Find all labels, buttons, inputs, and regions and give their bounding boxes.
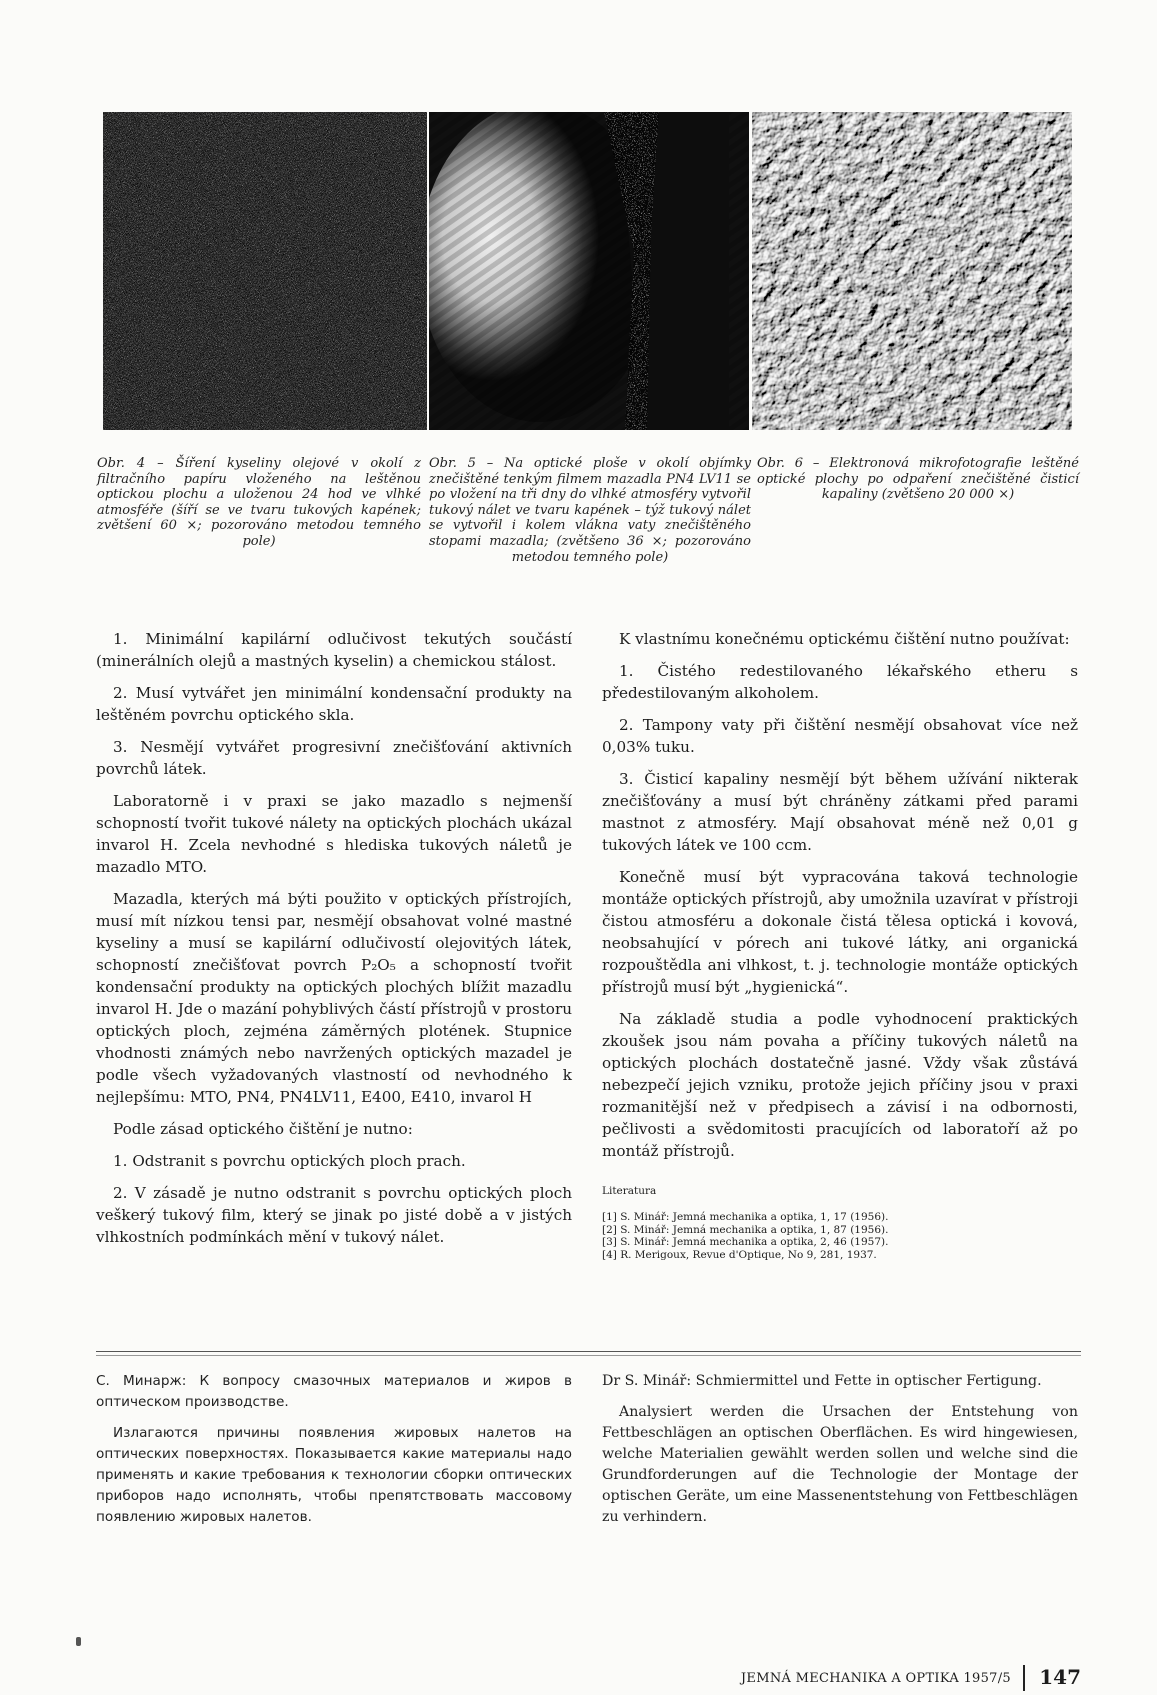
- paragraph: 2. Musí vytvářet jen minimální kondensační produkty na leštěném povrchu optického skla.: [96, 684, 572, 724]
- references-list: [602, 1211, 1078, 1261]
- paragraph: K vlastnímu konečnému optickému čištění nutno používat:: [619, 630, 1070, 648]
- reference-item: [1] S. Minář: Jemná mechanika a optika, 1, 17 (1956).: [602, 1211, 889, 1223]
- paragraph: Laboratorně i v praxi se jako mazadlo s nejmenší schopností tvořit tukové nálety na optických plochách ukázal invarol H. Zcela nevhodné s hlediska tukových náletů je mazadlo MTO.: [96, 792, 572, 876]
- paragraph: 3. Čisticí kapaliny nesmějí být během užívání nikterak znečišťovány a musí být chráněny zátkami před parami mastnot z atmosféry. Mají obsahovat méně než 0,01 g tukových látek ve 100 ccm.: [602, 770, 1078, 854]
- abstract-russian: [96, 1371, 572, 1538]
- paragraph: 3. Nesmějí vytvářet progresivní znečišťování aktivních povrchů látek.: [96, 738, 572, 778]
- page-number: 147: [1039, 1665, 1081, 1689]
- paragraph: Na základě studia a podle vyhodnocení praktických zkoušek jsou nám povaha a příčiny tukových náletů na optických plochách dostatečně jasné. Vždy však zůstává nebezpečí jejich vzniku, protože jejich příčiny jsou v praxi rozmanitější než v předpisech a závisí i na odbornosti, pečlivosti a svědomitosti pracujících od laboratoří až po montáž přístrojů.: [602, 1010, 1078, 1160]
- footer-divider: [1023, 1665, 1025, 1691]
- print-speck: [76, 1637, 81, 1646]
- references: [602, 1180, 1078, 1261]
- reference-item: [3] S. Minář: Jemná mechanika a optika, 2, 46 (1957).: [602, 1236, 889, 1248]
- right-column: [602, 628, 1078, 1261]
- abstract-heading: Dr S. Minář: Schmiermittel und Fette in optischer Fertigung.: [602, 1373, 1042, 1389]
- paragraph: 1. Čistého redestilovaného lékařského etheru s předestilovaným alkoholem.: [602, 662, 1078, 702]
- reference-item: [4] R. Merigoux, Revue d'Optique, No 9, 281, 1937.: [602, 1248, 877, 1261]
- left-column: [96, 628, 572, 1258]
- abstract-german: [602, 1371, 1078, 1538]
- page-footer: [735, 1665, 1081, 1691]
- references-title: Literatura: [602, 1185, 657, 1197]
- figure-4-caption: Obr. 4 – Šíření kyseliny olejové v okolí z filtračního papíru vloženého na leštěnou optickou plochu a uloženou 24 hod ve vlhké atmosféře (šíří se ve tvaru tukových kapének; zvětšení 60 ×; pozorováno metodou temného pole): [97, 456, 421, 549]
- abstract-heading: С. Минарж: К вопросу смазочных материалов и жиров в оптическом производстве.: [96, 1373, 572, 1410]
- reference-item: [2] S. Minář: Jemná mechanika a optika, 1, 87 (1956).: [602, 1223, 889, 1236]
- figure-6-caption: Obr. 6 – Elektronová mikrofotografie leštěné optické plochy po odpaření znečištěné čisticí kapaliny (zvětšeno 20 000 ×): [757, 456, 1079, 503]
- abstract-body: Analysiert werden die Ursachen der Entstehung von Fettbeschlägen an optischen Oberflächen. Es wird hingewiesen, welche Materialien gewählt werden sollen und welche sind die Grundforderungen auf die Technologie der Montage der optischen Geräte, um eine Massenentstehung von Fettbeschlägen zu verhindern.: [602, 1404, 1078, 1525]
- paragraph: 1. Odstranit s povrchu optických ploch prach.: [113, 1152, 466, 1170]
- paragraph: Konečně musí být vypracována taková technologie montáže optických přístrojů, aby umožnila uzavírat v přístroji čistou atmosféru a dokonale čistá tělesa optická i kovová, neobsahující v pórech ani tukové látky, ani organická rozpouštědla ani vlhkost, t. j. technologie montáže optických přístrojů musí být „hygienická“.: [602, 868, 1078, 996]
- figure-6-image: [752, 112, 1072, 430]
- figure-4-image: [103, 112, 427, 430]
- paragraph: Podle zásad optického čištění je nutno:: [113, 1120, 413, 1138]
- abstract-body: Излагаются причины появления жировых налетов на оптических поверхностях. Показывается какие материалы надо применять и какие требования к технологии сборки оптических приборов надо исполнять, чтобы препятствовать массовому появлению жировых налетов.: [96, 1425, 572, 1525]
- divider: [96, 1351, 1081, 1352]
- journal-name: JEMNÁ MECHANIKA A OPTIKA 1957/5: [740, 1671, 1011, 1686]
- paragraph: Mazadla, kterých má býti použito v optických přístrojích, musí mít nízkou tensi par, nesmějí obsahovat volné mastné kyseliny a musí se kapilární odlučivostí olejovitých látek, schopností znečišťovat povrch P₂O₅ a schopností tvořit kondensační produkty na optických plochých blížit mazadlu invarol H. Jde o mazání pohyblivých částí přístrojů v prostoru optických ploch, zejména záměrných plotének. Stupnice vhodnosti známých nebo navržených optických mazadel je podle všech vyžadovaných vlastností od nevhodného k nejlepšímu: MTO, PN4, PN4LV11, E400, E410, invarol H: [96, 890, 572, 1106]
- figure-5-image: [429, 112, 749, 430]
- paragraph: 2. Tampony vaty při čištění nesmějí obsahovat více než 0,03% tuku.: [602, 716, 1078, 756]
- figure-5-caption: Obr. 5 – Na optické ploše v okolí objímky znečištěné tenkým filmem mazadla PN4 LV11 se po vložení na tři dny do vlhké atmosféry vytvořil tukový nálet ve tvaru kapének – týž tukový nálet se vytvořil i kolem vlákna vaty znečištěného stopami mazadla; (zvětšeno 36 ×; pozorováno metodou temného pole): [429, 456, 751, 565]
- divider: [96, 1355, 1081, 1356]
- paragraph: 1. Minimální kapilární odlučivost tekutých součástí (minerálních olejů a mastných kyselin) a chemickou stálost.: [96, 630, 572, 670]
- paragraph: 2. V zásadě je nutno odstranit s povrchu optických ploch veškerý tukový film, který se jinak po jisté době a v jistých vlhkostních podmínkách mění v tukový nálet.: [96, 1184, 572, 1246]
